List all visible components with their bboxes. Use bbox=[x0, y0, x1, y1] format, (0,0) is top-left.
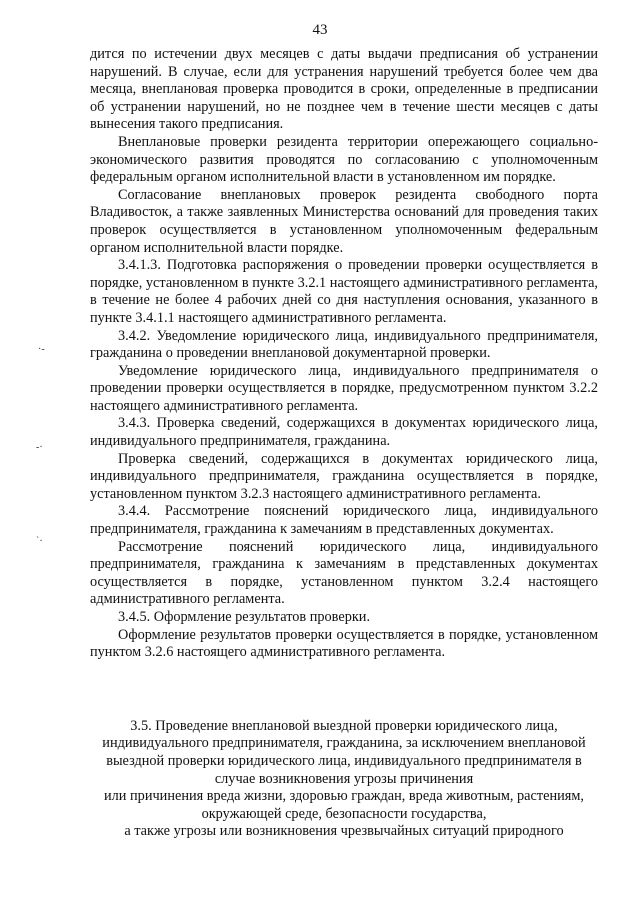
paragraph: Уведомление юридического лица, индивидуального предпринимателя о проведении проверки осуществляется в порядке, предусмотренном пунктом 3.2.2 настоящего административного регламента. bbox=[90, 362, 598, 414]
heading-line: или причинения вреда жизни, здоровью граждан, вреда животным, растениям, окружающей среде, безопасности государства, bbox=[104, 788, 584, 822]
margin-mark: -· bbox=[36, 442, 43, 453]
paragraph: 3.4.2. Уведомление юридического лица, индивидуального предпринимателя, гражданина о проведении внеплановой документарной проверки. bbox=[90, 327, 598, 362]
paragraph: 3.4.3. Проверка сведений, содержащихся в документах юридического лица, индивидуального предпринимателя, гражданина. bbox=[90, 415, 598, 450]
heading-line: а также угрозы или возникновения чрезвычайных ситуаций природного bbox=[124, 823, 564, 840]
paragraph: дится по истечении двух месяцев с даты выдачи предписания об устранении нарушений. В случае, если для устранения нарушений требуется более чем два месяца, внеплановая проверка проводится в сроки, определенные в предписании об устранении нарушений, но не позднее чем в течение шести месяцев с даты вынесения такого предписания. bbox=[90, 46, 598, 133]
page-number: 43 bbox=[312, 22, 328, 38]
paragraph: Внеплановые проверки резидента территории опережающего социально-экономического развития проводятся по согласованию с уполномоченным федеральным органом исполнительной власти в установленном им порядке. bbox=[90, 133, 598, 186]
paragraph: 3.4.4. Рассмотрение пояснений юридического лица, индивидуального предпринимателя, гражданина к замечаниям в представленных документах. bbox=[90, 503, 598, 538]
heading-line: 3.5. Проведение внеплановой выездной проверки юридического лица, bbox=[130, 717, 558, 734]
paragraph: Оформление результатов проверки осуществляется в порядке, установленном пунктом 3.2.6 настоящего административного регламента. bbox=[90, 626, 598, 661]
margin-mark: ·- bbox=[38, 344, 45, 355]
paragraph: Рассмотрение пояснений юридического лица, индивидуального предпринимателя, гражданина к замечаниям в представленных документах осуществляется в порядке, установленном пунктом 3.2.4 настоящего административного регламента. bbox=[90, 538, 598, 608]
paragraph: 3.4.5. Оформление результатов проверки. bbox=[118, 609, 371, 625]
paragraph: Проверка сведений, содержащихся в документах юридического лица, индивидуального предпринимателя, гражданина осуществляется в порядке, установленном пунктом 3.2.3 настоящего административного регламента. bbox=[90, 450, 598, 502]
margin-mark: `· bbox=[36, 536, 43, 547]
section-heading bbox=[90, 718, 598, 841]
document-body bbox=[90, 46, 598, 841]
paragraph: 3.4.1.3. Подготовка распоряжения о проведении проверки осуществляется в порядке, установленном в пункте 3.2.1 настоящего административного регламента, в течение не более 4 рабочих дней со дня наступления основания, указанного в пункте 3.4.1.1 настоящего административного регламента. bbox=[90, 257, 598, 326]
paragraph: Согласование внеплановых проверок резидента свободного порта Владивосток, а также заявленных Министерства оснований для проведения таких проверок осуществляется в установленном уполномоченным федеральным органом исполнительной власти порядке. bbox=[90, 186, 598, 256]
heading-line: индивидуального предпринимателя, гражданина, за исключением внеплановой выездной проверки юридического лица, индивидуального предпринимателя в случае возникновения угрозы причинения bbox=[102, 735, 586, 787]
